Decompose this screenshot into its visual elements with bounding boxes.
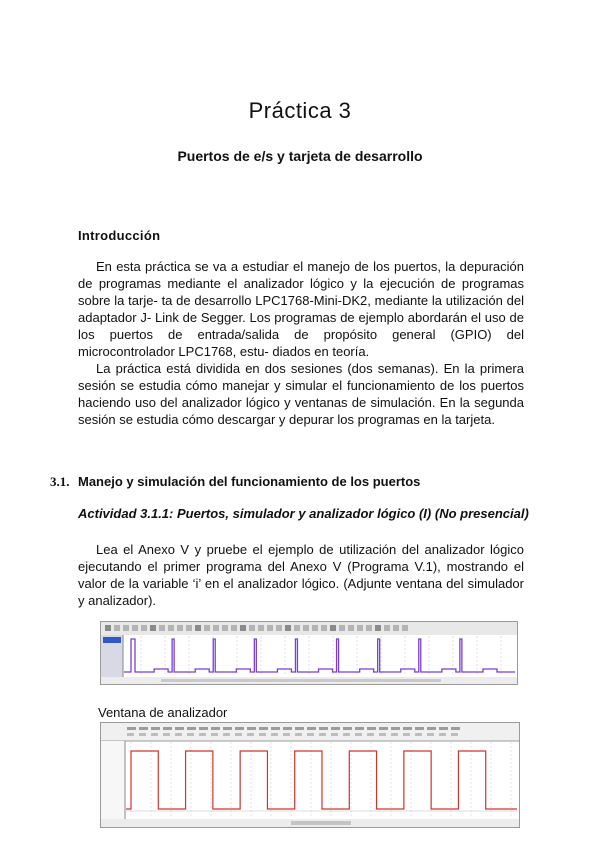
analyzer-toolbar-label xyxy=(247,727,256,730)
page-title: Práctica 3 xyxy=(248,98,352,123)
analyzer-toolbar-label xyxy=(271,727,280,730)
toolbar-icon xyxy=(294,625,300,631)
analyzer-toolbar-label xyxy=(319,733,326,736)
toolbar-icon xyxy=(213,625,219,631)
analyzer-toolbar-label xyxy=(259,733,266,736)
toolbar-icon xyxy=(384,625,390,631)
activity-text xyxy=(78,541,524,609)
toolbar-icon xyxy=(159,625,165,631)
intro-heading: Introducción xyxy=(78,228,161,243)
toolbar-icon xyxy=(339,625,345,631)
toolbar-icon xyxy=(150,625,156,631)
horizontal-scrollbar xyxy=(161,679,441,682)
analyzer-toolbar-label xyxy=(415,727,424,730)
toolbar-icon xyxy=(222,625,228,631)
analyzer-toolbar-label xyxy=(271,733,278,736)
activity-paragraph: Lea el Anexo V y pruebe el ejemplo de utilización del analizador lógico ejecutando el primer programa del Anexo V (Programa V.1), mostrando el valor de la variable ‘i’ en el analizador lógico. (Adjunte ventana del simulador y analizador). xyxy=(78,542,524,608)
toolbar-icon xyxy=(276,625,282,631)
toolbar-icon xyxy=(366,625,372,631)
analyzer-toolbar-label xyxy=(247,733,254,736)
analyzer-toolbar-label xyxy=(391,727,400,730)
analyzer-toolbar-label xyxy=(211,727,220,730)
toolbar-icon xyxy=(195,625,201,631)
analyzer-toolbar-label xyxy=(319,727,328,730)
toolbar-icon xyxy=(186,625,192,631)
toolbar-icon xyxy=(312,625,318,631)
analyzer-toolbar-label xyxy=(295,733,302,736)
analyzer-toolbar-label xyxy=(175,733,182,736)
toolbar-icon xyxy=(357,625,363,631)
analyzer-toolbar-label xyxy=(379,733,386,736)
section-number: 3.1. xyxy=(50,474,70,489)
analyzer-toolbar-label xyxy=(127,727,136,730)
toolbar-icon xyxy=(114,625,120,631)
simulator-screenshot xyxy=(100,621,518,685)
toolbar-icon xyxy=(123,625,129,631)
analyzer-toolbar-label xyxy=(235,727,244,730)
analyzer-toolbar-label xyxy=(151,727,160,730)
intro-paragraph-1: En esta práctica se va a estudiar el manejo de los puertos, la depuración de programas mediante el analizador lógico y la ejecución de programas sobre la tarje- ta de desarrollo LPC1768-Mini-DK2, mediante la utilización del adaptador J- Link de Segger. Los programas de ejemplo abordarán el uso de los puertos de entrada/salida de propósito general (GPIO) del microcontrolador LPC1768, estu- diados en teoría. xyxy=(78,259,524,359)
toolbar-icon xyxy=(285,625,291,631)
analyzer-signal xyxy=(126,751,517,809)
analyzer-toolbar-label xyxy=(427,733,434,736)
toolbar-icon xyxy=(375,625,381,631)
analyzer-toolbar-label xyxy=(223,733,230,736)
toolbar-icon xyxy=(132,625,138,631)
analyzer-toolbar-label xyxy=(415,733,422,736)
analyzer-scrollbar xyxy=(291,821,351,825)
analyzer-toolbar-label xyxy=(403,727,412,730)
analyzer-toolbar-label xyxy=(451,733,458,736)
toolbar-icon xyxy=(348,625,354,631)
analyzer-toolbar-label xyxy=(307,727,316,730)
analyzer-screenshot xyxy=(100,722,520,828)
section-heading xyxy=(50,474,420,490)
analyzer-toolbar-label xyxy=(199,733,206,736)
analyzer-toolbar-label xyxy=(427,727,436,730)
toolbar-icon xyxy=(231,625,237,631)
toolbar-icon xyxy=(402,625,408,631)
intro-paragraph-2: La práctica está dividida en dos sesiones (dos semanas). En la primera sesión se estudia cómo manejar y simular el funcionamiento de los puertos haciendo uso del analizador lógico y ventanas de simulación. En la segunda sesión se estudia cómo descargar y depurar los programas en la tarjeta. xyxy=(78,361,524,427)
analyzer-toolbar-label xyxy=(175,727,184,730)
intro-text xyxy=(78,258,524,428)
toolbar-icon xyxy=(204,625,210,631)
analyzer-axis-pane xyxy=(101,741,125,819)
analyzer-toolbar-label xyxy=(187,733,194,736)
analyzer-toolbar-label xyxy=(439,727,448,730)
waveform-signal xyxy=(124,639,515,672)
analyzer-toolbar-label xyxy=(259,727,268,730)
analyzer-toolbar-label xyxy=(151,733,158,736)
analyzer-toolbar-label xyxy=(163,733,170,736)
selected-signal-marker xyxy=(103,637,121,643)
analyzer-toolbar-label xyxy=(211,733,218,736)
analyzer-toolbar-label xyxy=(355,727,364,730)
toolbar-icon xyxy=(393,625,399,631)
analyzer-toolbar-label xyxy=(451,727,460,730)
analyzer-toolbar-label xyxy=(367,733,374,736)
toolbar-icon xyxy=(249,625,255,631)
activity-title: Actividad 3.1.1: Puertos, simulador y analizador lógico (I) (No presencial) xyxy=(78,506,529,521)
analyzer-toolbar-label xyxy=(403,733,410,736)
analyzer-toolbar-label xyxy=(379,727,388,730)
analyzer-toolbar-label xyxy=(391,733,398,736)
analyzer-toolbar-label xyxy=(307,733,314,736)
analyzer-toolbar-label xyxy=(235,733,242,736)
toolbar-icon xyxy=(303,625,309,631)
toolbar-icon xyxy=(240,625,246,631)
toolbar-icon xyxy=(330,625,336,631)
analyzer-toolbar-label xyxy=(139,727,148,730)
section-title: Manejo y simulación del funcionamiento de los puertos xyxy=(78,474,421,489)
analyzer-toolbar-label xyxy=(331,733,338,736)
analyzer-toolbar-label xyxy=(295,727,304,730)
analyzer-toolbar-label xyxy=(163,727,172,730)
toolbar-icon xyxy=(177,625,183,631)
analyzer-toolbar-label xyxy=(283,733,290,736)
toolbar-icon xyxy=(141,625,147,631)
toolbar-icon xyxy=(267,625,273,631)
analyzer-toolbar-label xyxy=(343,727,352,730)
simulator-window-image xyxy=(101,622,517,684)
analyzer-toolbar-label xyxy=(355,733,362,736)
analyzer-toolbar-label xyxy=(187,727,196,730)
analyzer-toolbar-label xyxy=(283,727,292,730)
analyzer-toolbar-label xyxy=(139,733,146,736)
toolbar-icon xyxy=(258,625,264,631)
toolbar-icon xyxy=(168,625,174,631)
toolbar-icon xyxy=(105,625,111,631)
figure-caption: Ventana de analizador xyxy=(98,705,228,720)
analyzer-toolbar-label xyxy=(223,727,232,730)
analyzer-toolbar xyxy=(101,723,519,741)
analyzer-window-image xyxy=(101,723,519,827)
page-subtitle: Puertos de e/s y tarjeta de desarrollo xyxy=(177,148,423,164)
analyzer-toolbar-label xyxy=(199,727,208,730)
analyzer-toolbar-label xyxy=(127,733,134,736)
analyzer-toolbar-label xyxy=(343,733,350,736)
toolbar-icon xyxy=(321,625,327,631)
analyzer-toolbar-label xyxy=(367,727,376,730)
analyzer-toolbar-label xyxy=(439,733,446,736)
analyzer-toolbar-label xyxy=(331,727,340,730)
